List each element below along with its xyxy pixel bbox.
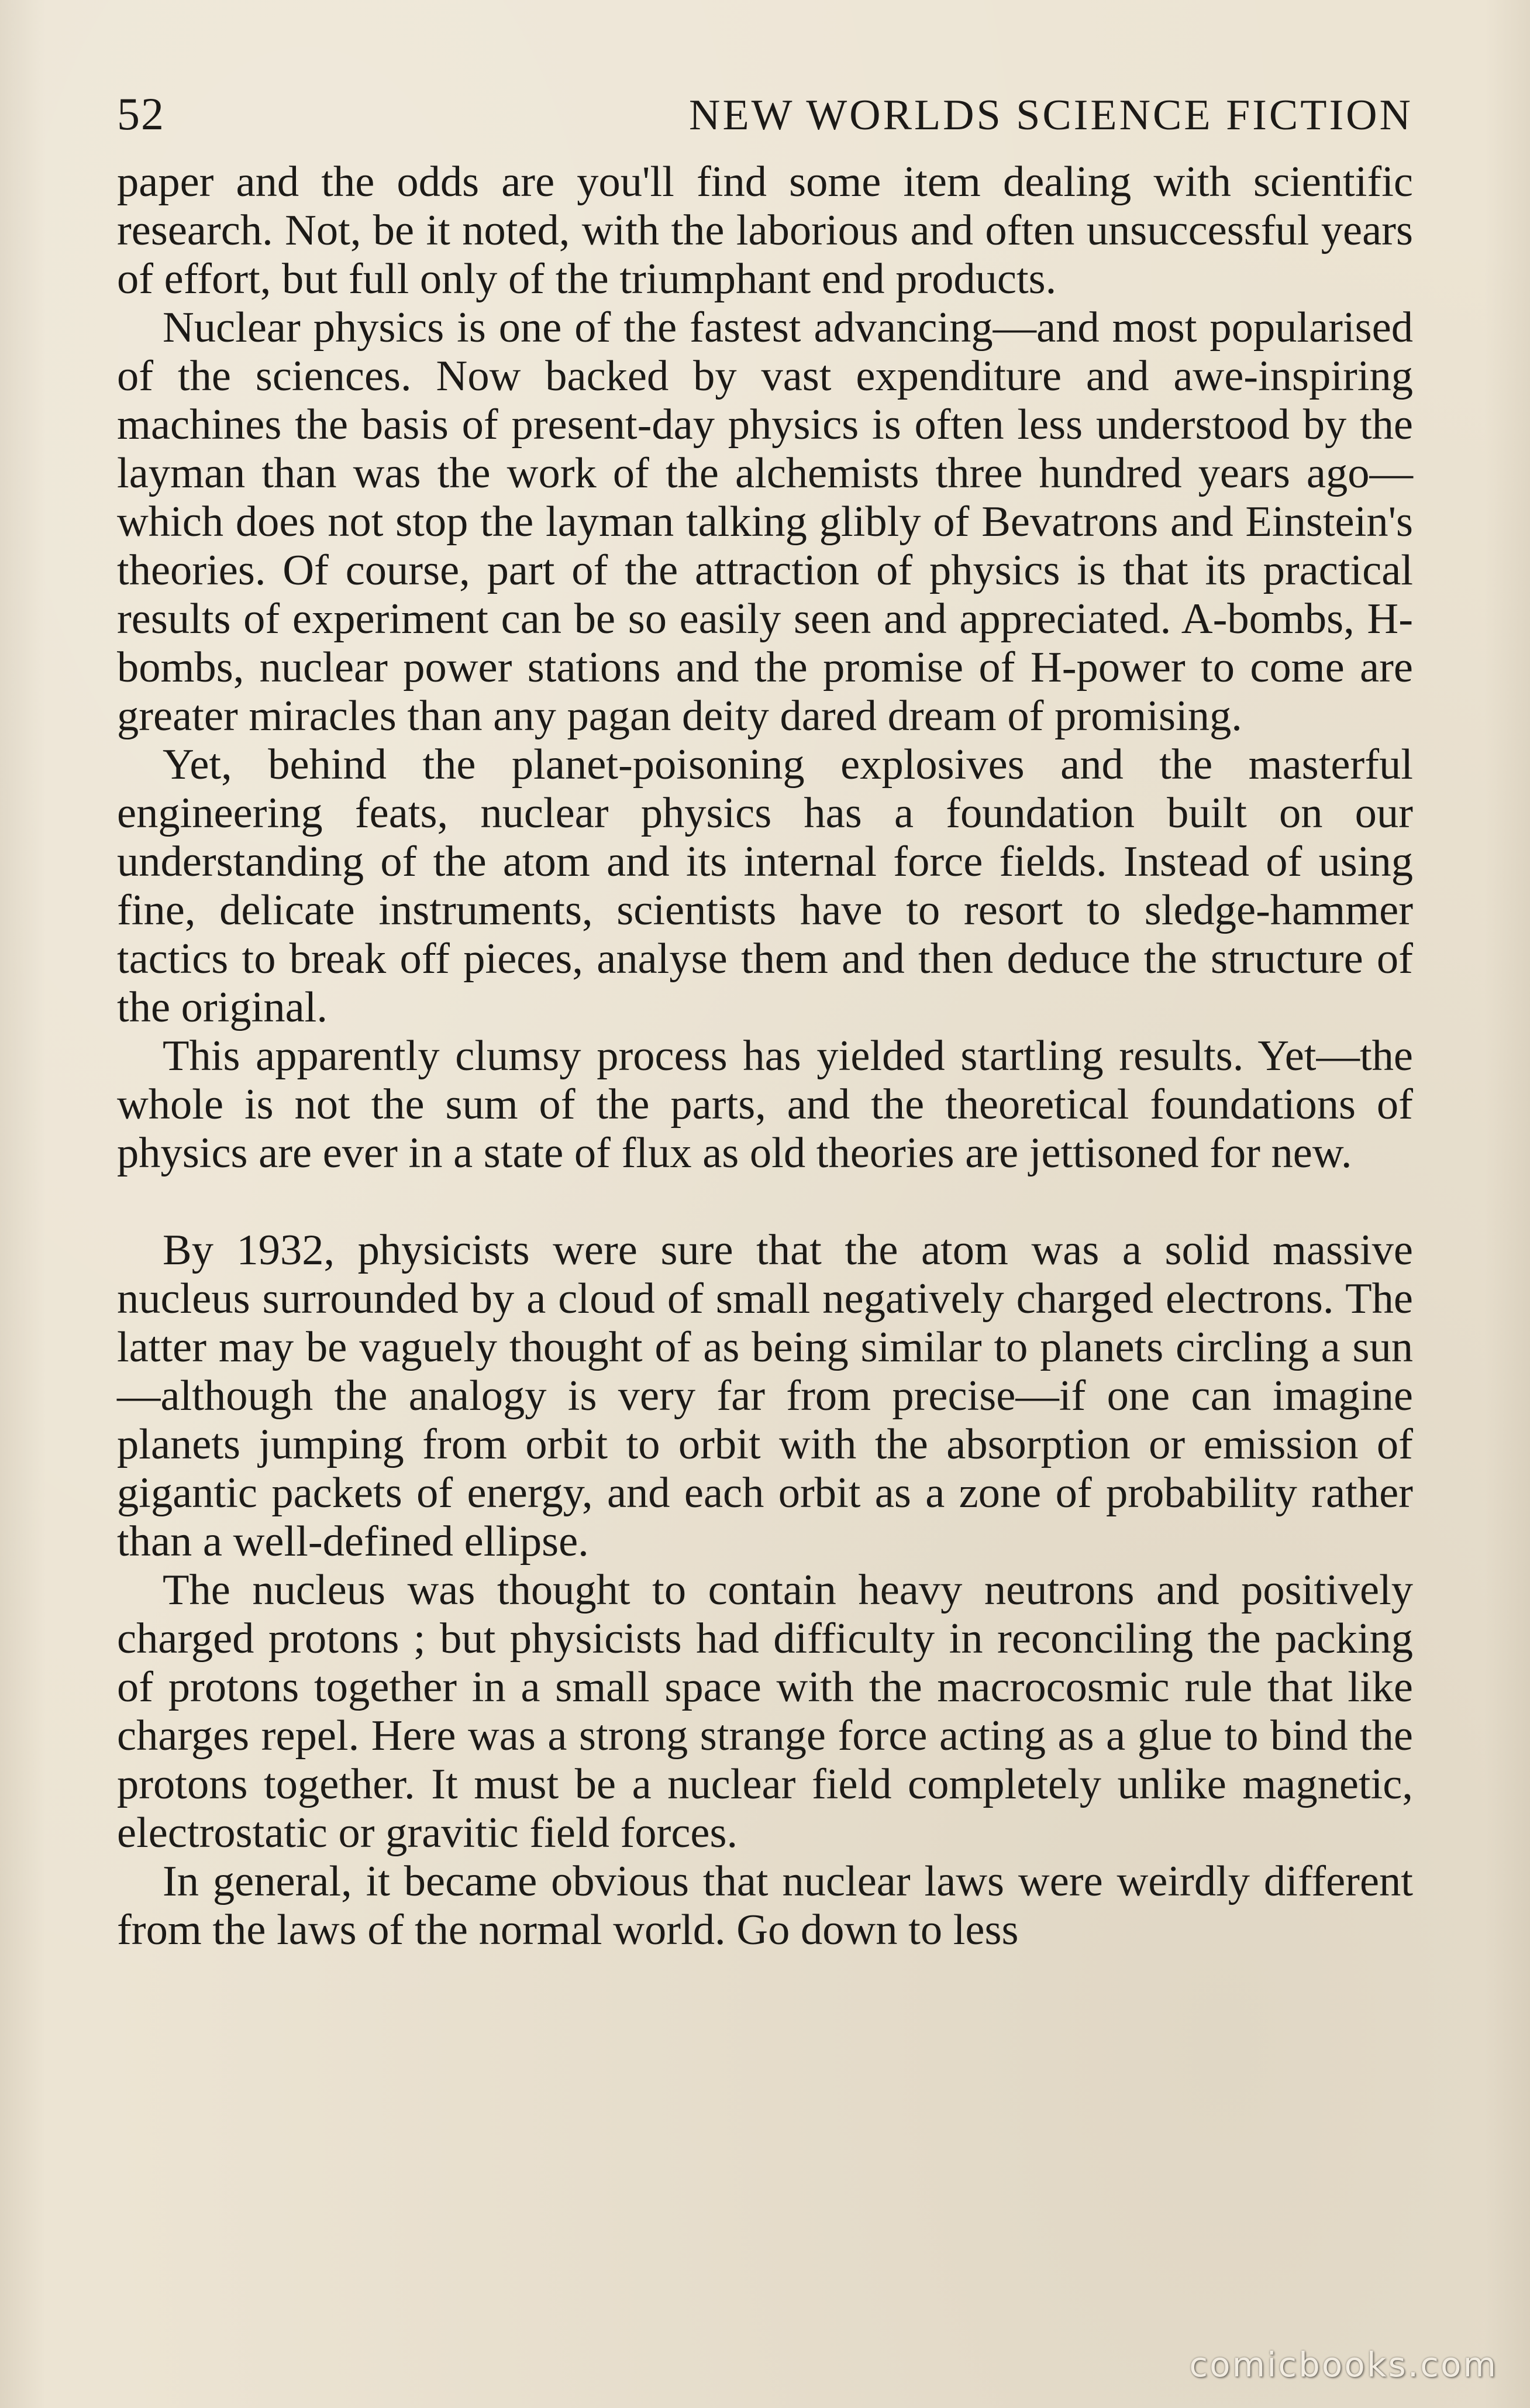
watermark: comicbooks.com — [1189, 2345, 1498, 2385]
paragraph-3: Yet, behind the planet-poisoning explosives and the masterful engineering feats, nuclear physics has a foundation built on our understanding of the atom and its internal force fields. Instead of using fine, delicate instruments, scientists have to resort to sledge-hammer tactics to break off pieces, analyse them and then deduce the structure of the original. — [117, 741, 1413, 1031]
paragraph-2: Nuclear physics is one of the fastest advancing—and most popularised of the sciences. Now backed by vast expenditure and awe-inspiring machines the basis of present-day physics is often less understood by the layman than was the work of the alchemists three hundred years ago—which does not stop the layman talking glibly of Bevatrons and Einstein's theories. Of course, part of the attraction of physics is that its practical results of experiment can be so easily seen and appreciated. A-bombs, H-bombs, nuclear power stations and the promise of H-power to come are greater miracles than any pagan deity dared dream of promising. — [117, 304, 1413, 740]
paragraph-4: This apparently clumsy process has yielded startling results. Yet—the whole is not the sum of the parts, and the theoretical foundations of physics are ever in a state of flux as old theories are jettisoned for new. — [117, 1032, 1413, 1177]
paragraph-1: paper and the odds are you'll find some item dealing with scientific research. Not, be it noted, with the laborious and often unsuccessful years of effort, but full only of the triumphant end products. — [117, 158, 1413, 303]
running-head — [117, 88, 1413, 158]
body-text — [117, 158, 1413, 1955]
section-break — [117, 1178, 1413, 1226]
paragraph-5: By 1932, physicists were sure that the atom was a solid massive nucleus surrounded by a cloud of small negatively charged electrons. The latter may be vaguely thought of as being similar to planets circling a sun—although the analogy is very far from precise—if one can imagine planets jumping from orbit to orbit with the absorption or emission of gigantic packets of energy, and each orbit as a zone of probability rather than a well-defined ellipse. — [117, 1226, 1413, 1566]
paragraph-7: In general, it became obvious that nuclear laws were weirdly different from the laws of the normal world. Go down to less — [117, 1857, 1413, 1954]
running-title: NEW WORLDS SCIENCE FICTION — [689, 91, 1413, 139]
paragraph-6: The nucleus was thought to contain heavy neutrons and positively charged protons ; but physicists had difficulty in reconciling the packing of protons together in a small space with the macrocosmic rule that like charges repel. Here was a strong strange force acting as a glue to bind the protons together. It must be a nuclear field completely unlike magnetic, electrostatic or gravitic field forces. — [117, 1566, 1413, 1857]
page-number: 52 — [117, 88, 165, 139]
book-page — [117, 88, 1413, 1955]
